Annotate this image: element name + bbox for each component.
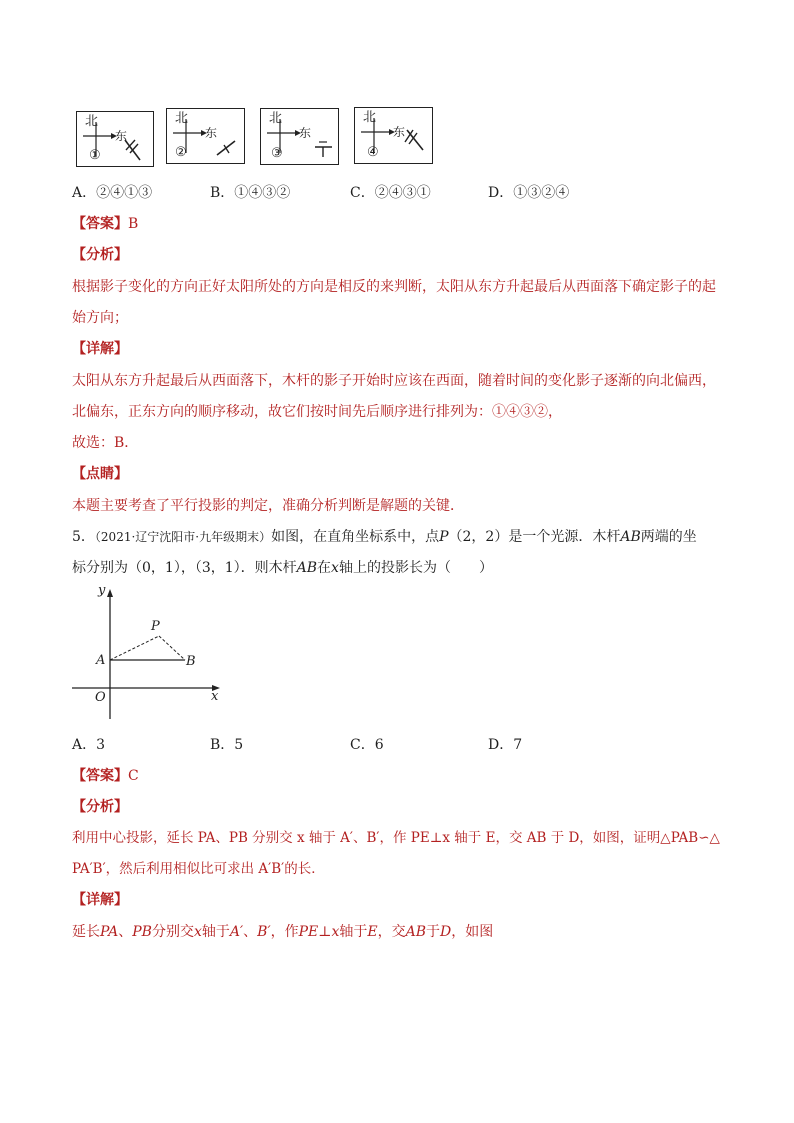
q5-answer: 【答案】C	[72, 768, 139, 784]
north-label: 北	[363, 110, 377, 125]
figure-label: ②	[175, 145, 187, 160]
x-axis-label: x	[211, 689, 219, 704]
q4-detail-text: 太阳从东方升起最后从西面落下，木杆的影子开始时应该在西面，随着时间的变化影子逐渐的向北偏西，	[72, 373, 716, 389]
q5-graph-svg	[68, 585, 228, 725]
q4-detail-conclusion: 故选：B．	[72, 435, 139, 451]
figure-4	[354, 107, 433, 164]
q5-option-d: D．7	[488, 737, 523, 753]
q4-answer: 【答案】B	[72, 216, 139, 232]
east-label: 东	[393, 125, 406, 139]
q4-analysis-text-cont: 始方向；	[72, 310, 128, 326]
y-axis-label: y	[98, 583, 106, 598]
point-b-label: B	[186, 654, 196, 669]
figure-label: ④	[367, 145, 379, 160]
north-label: 北	[269, 111, 283, 126]
y-axis-arrow	[107, 589, 113, 597]
q4-option-b: B．①④③②	[210, 185, 291, 201]
figure-label: ①	[89, 148, 101, 163]
origin-label: O	[95, 690, 106, 705]
figure-1	[76, 111, 154, 167]
q5-coordinate-graph	[68, 585, 228, 725]
east-label: 东	[299, 126, 312, 140]
q5-option-b: B．5	[210, 737, 244, 753]
q4-option-a: A．②④①③	[72, 185, 153, 201]
q4-analysis-heading: 【分析】	[72, 247, 128, 263]
north-label: 北	[175, 111, 189, 126]
q5-option-c: C．6	[350, 737, 384, 753]
q5-option-a: A．3	[72, 737, 106, 753]
north-label: 北	[85, 114, 99, 129]
figure-label: ③	[271, 146, 283, 161]
q5-stem: 5．（2021·辽宁沈阳市·九年级期末）如图，在直角坐标系中，点P（2，2）是一个光源．木杆AB两端的坐	[72, 529, 697, 545]
q4-option-d: D．①③②④	[488, 185, 570, 201]
q4-detail-heading: 【详解】	[72, 341, 128, 357]
point-a-label: A	[96, 653, 106, 668]
q4-analysis-text: 根据影子变化的方向正好太阳所处的方向是相反的来判断，太阳从东方升起最后从西面落下确定影子的起	[72, 279, 716, 295]
dashed-pb	[159, 636, 185, 660]
q5-detail-heading: 【详解】	[72, 892, 128, 908]
point-p-label: P	[151, 619, 160, 634]
east-label: 东	[205, 126, 218, 140]
figure-3	[260, 108, 339, 165]
q4-comment-text: 本题主要考查了平行投影的判定，准确分析判断是解题的关键．	[72, 498, 464, 514]
figure-2	[166, 108, 245, 164]
q4-detail-text-cont: 北偏东，正东方向的顺序移动，故它们按时间先后顺序进行排列为：①④③②，	[72, 404, 562, 420]
q5-analysis-text-cont: PA′B′，然后利用相似比可求出 A′B′的长．	[72, 861, 325, 877]
q5-analysis-text: 利用中心投影，延长 PA、PB 分别交 x 轴于 A′、B′，作 PE⊥x 轴于 E，交 AB 于 D，如图，证明△PAB∽△	[72, 830, 720, 846]
dashed-pa	[110, 636, 159, 660]
q4-comment-heading: 【点睛】	[72, 466, 128, 482]
q5-analysis-heading: 【分析】	[72, 799, 128, 815]
east-label: 东	[115, 129, 128, 143]
q5-detail-text: 延长PA、PB分别交x轴于A′、B′，作PE⊥x轴于E，交AB于D，如图	[72, 924, 494, 940]
q5-stem-cont: 标分别为（0，1），（3，1）．则木杆AB在x轴上的投影长为（ ）	[72, 560, 493, 576]
q4-option-c: C．②④③①	[350, 185, 431, 201]
